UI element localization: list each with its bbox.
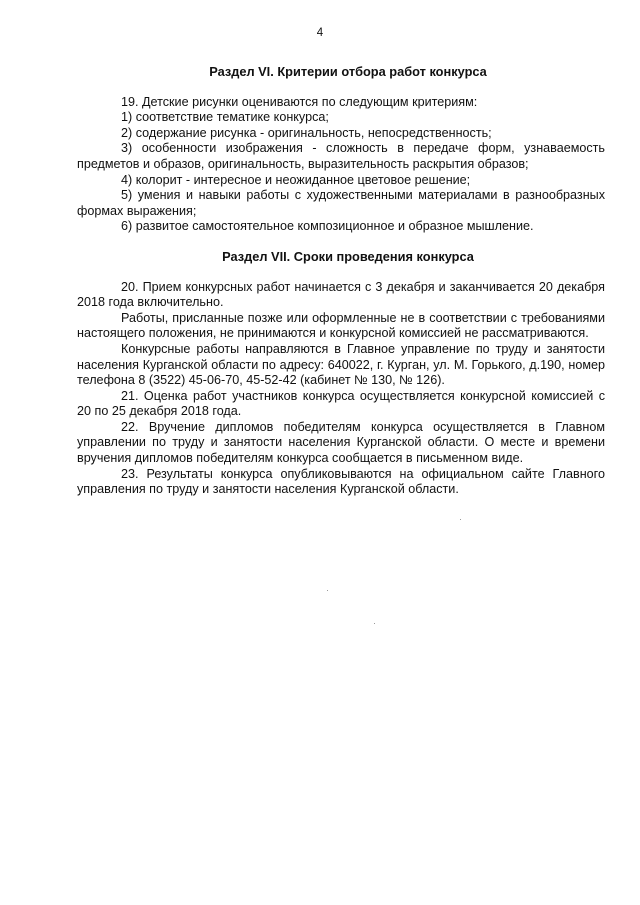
criteria-item: 2) содержание рисунка - оригинальность, непосредственность; bbox=[121, 125, 492, 140]
criteria-intro: 19. Детские рисунки оцениваются по следующим критериям: bbox=[121, 94, 478, 109]
scan-speck bbox=[374, 623, 375, 624]
section-7-body bbox=[77, 280, 605, 498]
section-6-heading: Раздел VI. Критерии отбора работ конкурса bbox=[209, 64, 487, 79]
scan-speck bbox=[327, 590, 328, 591]
paragraph-20: 20. Прием конкурсных работ начинается с 3 декабря и заканчивается 20 декабря 2018 года включительно. bbox=[77, 279, 605, 310]
paragraph-late-submissions: Работы, присланные позже или оформленные не в соответствии с требованиями настоящего положения, не принимаются и конкурсной комиссией не рассматриваются. bbox=[77, 310, 605, 341]
paragraph-23: 23. Результаты конкурса опубликовываются на официальном сайте Главного управления по труду и занятости населения Курганской области. bbox=[77, 466, 605, 497]
section-7-heading: Раздел VII. Сроки проведения конкурса bbox=[222, 248, 474, 264]
criteria-item: 5) умения и навыки работы с художественными материалами в разнообразных формах выражения; bbox=[77, 188, 605, 218]
page-number: 4 bbox=[316, 27, 324, 39]
paragraph-submission-address: Конкурсные работы направляются в Главное управление по труду и занятости населения Курганской области по адресу: 640022, г. Курган, ул. М. Горького, д.190, номер телефона 8 (3522) 45-06-70, 45-52-42 (кабинет № 130, № 126). bbox=[77, 341, 605, 388]
section-6-body bbox=[77, 95, 605, 235]
document-body bbox=[77, 64, 605, 498]
criteria-list bbox=[77, 110, 605, 235]
paragraph-22: 22. Вручение дипломов победителям конкурса осуществляется в Главном управлении по труду и занятости населения Курганской области. О месте и времени вручения дипломов победителям конкурса сообщается в письменном виде. bbox=[77, 419, 605, 466]
criteria-item: 1) соответствие тематике конкурса; bbox=[121, 110, 329, 125]
scan-speck bbox=[460, 519, 461, 520]
paragraph-21: 21. Оценка работ участников конкурса осуществляется конкурсной комиссией с 20 по 25 декабря 2018 года. bbox=[77, 388, 605, 419]
criteria-item: 4) колорит - интересное и неожиданное цветовое решение; bbox=[121, 172, 471, 187]
criteria-item: 3) особенности изображения - сложность в передаче форм, узнаваемость предметов и образов, оригинальность, выразительность раскрытия образов; bbox=[77, 141, 605, 171]
criteria-item: 6) развитое самостоятельное композиционное и образное мышление. bbox=[121, 219, 534, 234]
